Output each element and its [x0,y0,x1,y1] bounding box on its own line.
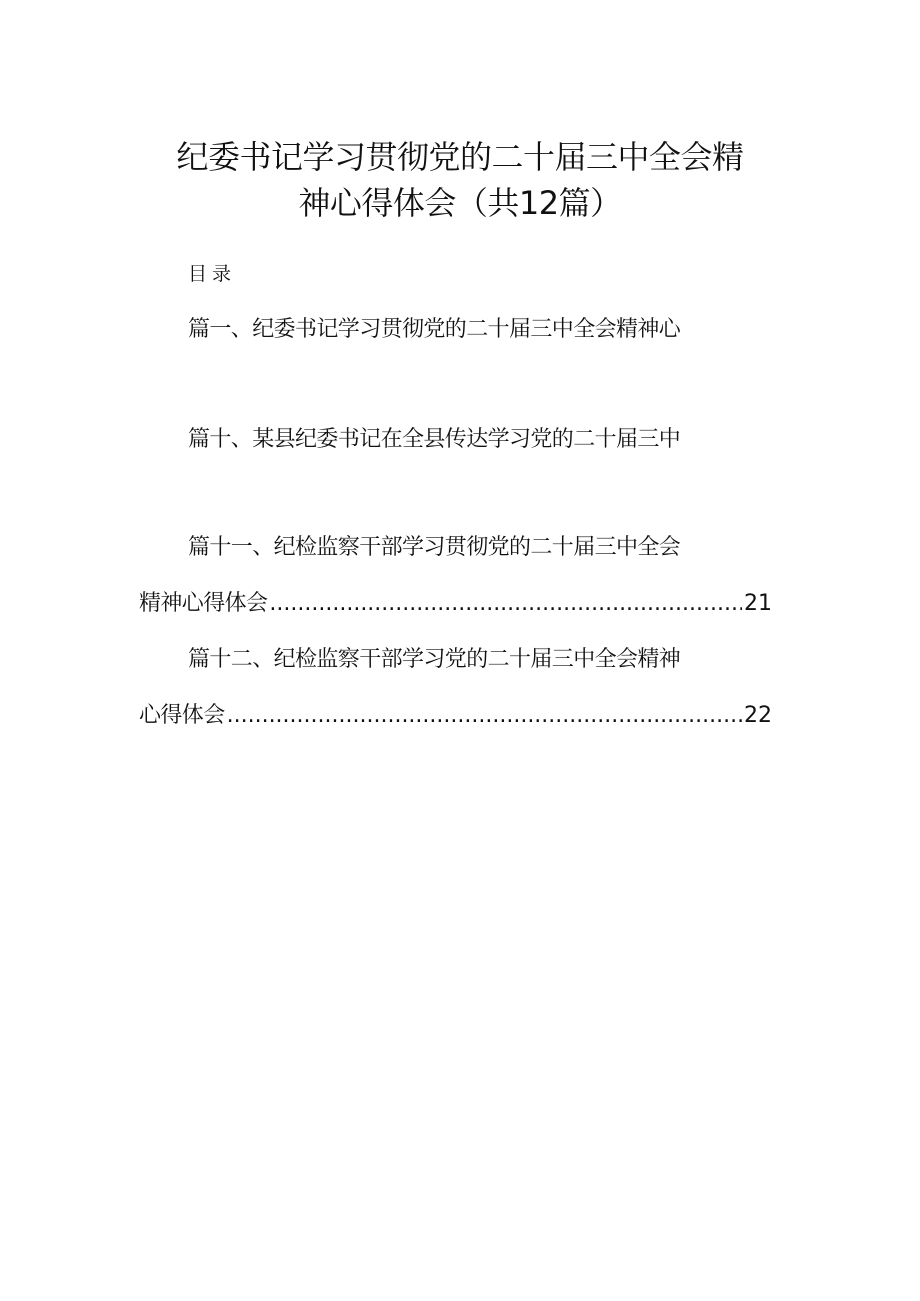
dot-leader [269,591,742,616]
toc-entry-continuation [139,698,772,729]
toc-page-number: 22 [744,703,772,728]
title-line-2: 神心得体会（共12篇） [298,184,622,222]
toc-label: 目录 [188,263,237,285]
dot-leader [227,703,742,728]
toc-entry-title-continued: 精神心得体会 [139,591,268,616]
title-line-1: 纪委书记学习贯彻党的二十届三中全会精 [176,138,744,176]
toc-entry-title-continued: 心得体会 [139,703,225,728]
toc-page-number: 21 [744,591,772,616]
toc-entry-title: 篇十、某县纪委书记在全县传达学习党的二十届三中 [188,427,681,452]
toc-entry-title: 篇一、纪委书记学习贯彻党的二十届三中全会精神心 [188,317,681,342]
toc-entry-title: 篇十一、纪检监察干部学习贯彻党的二十届三中全会 [188,535,681,560]
toc-entry-continuation [139,586,772,617]
toc-entry-title: 篇十二、纪检监察干部学习党的二十届三中全会精神 [188,647,681,672]
document-title [0,134,920,226]
